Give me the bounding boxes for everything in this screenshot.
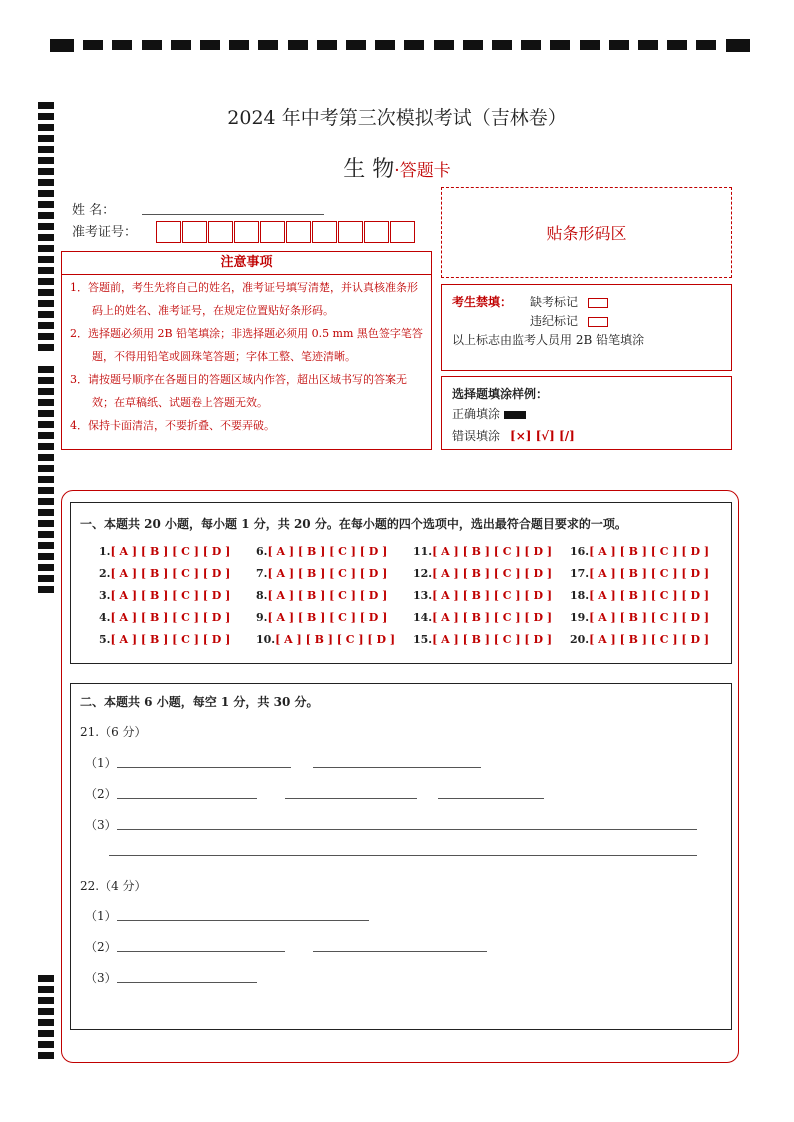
fill-example-heading: 选择题填涂样例： xyxy=(452,387,549,401)
section2-box xyxy=(70,683,732,1030)
wrong-fill-label: 错误填涂 xyxy=(452,429,501,443)
q21-part1-label: （1） xyxy=(85,756,117,770)
choice-item[interactable]: 9.[ A ] [ B ] [ C ] [ D ] xyxy=(256,611,388,624)
notice-item: 2．选择题必须用 2B 铅笔填涂；非选择题必须用 0.5 mm 黑色签字笔答题，不得用铅笔或圆珠笔答题；字体工整、笔迹清晰。 xyxy=(70,327,423,363)
question-21-label: 21.（6 分） xyxy=(80,725,147,739)
choice-grid xyxy=(99,545,727,646)
q21-part2-blank[interactable] xyxy=(117,798,257,799)
q22-part3-label: （3） xyxy=(85,971,117,985)
choice-item[interactable]: 18.[ A ] [ B ] [ C ] [ D ] xyxy=(570,589,710,602)
q21-part2-blank[interactable] xyxy=(438,798,544,799)
notice-item: 1．答题前，考生先将自己的姓名，准考证号填写清楚，并认真核准条形码上的姓名、准考证号，在规定位置贴好条形码。 xyxy=(70,281,418,317)
name-field[interactable] xyxy=(142,214,324,215)
subject-suffix: ·答题卡 xyxy=(394,161,451,181)
violation-mark-row xyxy=(530,312,608,329)
q21-part3-label: （3） xyxy=(85,818,117,832)
q22-part1-label: （1） xyxy=(85,909,117,923)
q22-part2-label: （2） xyxy=(85,940,117,954)
choice-item[interactable]: 19.[ A ] [ B ] [ C ] [ D ] xyxy=(570,611,710,624)
correct-fill-label: 正确填涂 xyxy=(452,407,501,421)
notice-item: 3．请按题号顺序在各题目的答题区域内作答，超出区域书写的答案无效；在草稿纸、试题卷上答题无效。 xyxy=(70,373,407,409)
q21-part2-label: （2） xyxy=(85,787,117,801)
q22-part2-blank[interactable] xyxy=(313,951,487,952)
absent-mark-row xyxy=(530,293,608,310)
choice-item[interactable]: 4.[ A ] [ B ] [ C ] [ D ] xyxy=(99,611,231,624)
wrong-fill-marks: [×] [√] [/] xyxy=(510,429,575,443)
section1-box xyxy=(70,502,732,664)
choice-item[interactable]: 7.[ A ] [ B ] [ C ] [ D ] xyxy=(256,567,388,580)
q22-part1-blank[interactable] xyxy=(117,920,369,921)
correct-fill-sample xyxy=(504,411,526,419)
section2-heading: 二、本题共 6 小题，每空 1 分，共 30 分。 xyxy=(80,695,319,709)
exam-title: 2024 年中考第三次模拟考试（吉林卷） xyxy=(227,107,567,129)
notice-heading: 注意事项 xyxy=(62,252,431,275)
wrong-fill-row xyxy=(452,427,575,444)
q21-part2-blank[interactable] xyxy=(285,798,417,799)
subject-title xyxy=(0,152,794,183)
left-timing-marks-top xyxy=(38,102,54,355)
barcode-area xyxy=(441,187,732,278)
q21-part1-blank[interactable] xyxy=(313,767,481,768)
id-number-cells[interactable] xyxy=(156,221,416,243)
choice-item[interactable]: 6.[ A ] [ B ] [ C ] [ D ] xyxy=(256,545,388,558)
q21-part3-blank[interactable] xyxy=(117,829,697,830)
barcode-area-label: 贴条形码区 xyxy=(546,224,627,243)
choice-item[interactable]: 3.[ A ] [ B ] [ C ] [ D ] xyxy=(99,589,231,602)
choice-item[interactable]: 5.[ A ] [ B ] [ C ] [ D ] xyxy=(99,633,231,646)
choice-item[interactable]: 11.[ A ] [ B ] [ C ] [ D ] xyxy=(413,545,553,558)
notice-box xyxy=(61,251,432,450)
choice-item[interactable]: 10.[ A ] [ B ] [ C ] [ D ] xyxy=(256,633,396,646)
q21-part3-blank[interactable] xyxy=(109,855,697,856)
q21-part1-blank[interactable] xyxy=(117,767,291,768)
question-22-label: 22.（4 分） xyxy=(80,879,147,893)
name-label: 姓 名： xyxy=(72,203,116,218)
absent-mark-box[interactable] xyxy=(588,298,608,308)
choice-item[interactable]: 15.[ A ] [ B ] [ C ] [ D ] xyxy=(413,633,553,646)
correct-fill-row xyxy=(452,405,526,422)
choice-item[interactable]: 8.[ A ] [ B ] [ C ] [ D ] xyxy=(256,589,388,602)
choice-item[interactable]: 16.[ A ] [ B ] [ C ] [ D ] xyxy=(570,545,710,558)
prohibit-label: 考生禁填： xyxy=(452,295,513,309)
choice-item[interactable]: 2.[ A ] [ B ] [ C ] [ D ] xyxy=(99,567,231,580)
choice-item[interactable]: 1.[ A ] [ B ] [ C ] [ D ] xyxy=(99,545,231,558)
absent-mark-label: 缺考标记 xyxy=(530,295,579,309)
id-label: 准考证号： xyxy=(72,225,138,240)
subject-name: 生 物 xyxy=(343,157,395,182)
choice-item[interactable]: 12.[ A ] [ B ] [ C ] [ D ] xyxy=(413,567,553,580)
choice-item[interactable]: 17.[ A ] [ B ] [ C ] [ D ] xyxy=(570,567,710,580)
section1-heading: 一、本题共 20 小题，每小题 1 分，共 20 分。在每小题的四个选项中，选出最符合题目要求的一项。 xyxy=(80,517,627,531)
fill-example-box xyxy=(441,376,732,450)
choice-item[interactable]: 20.[ A ] [ B ] [ C ] [ D ] xyxy=(570,633,710,646)
violation-mark-label: 违纪标记 xyxy=(530,314,579,328)
left-timing-marks-middle xyxy=(38,366,54,597)
top-timing-marks xyxy=(50,38,750,52)
q22-part3-blank[interactable] xyxy=(117,982,257,983)
notice-item: 4．保持卡面清洁，不要折叠、不要弄破。 xyxy=(70,419,275,432)
violation-mark-box[interactable] xyxy=(588,317,608,327)
prohibit-box xyxy=(441,284,732,371)
choice-item[interactable]: 14.[ A ] [ B ] [ C ] [ D ] xyxy=(413,611,553,624)
left-timing-marks-bottom xyxy=(38,975,54,1063)
choice-item[interactable]: 13.[ A ] [ B ] [ C ] [ D ] xyxy=(413,589,553,602)
q22-part2-blank[interactable] xyxy=(117,951,285,952)
prohibit-note: 以上标志由监考人员用 2B 铅笔填涂 xyxy=(452,333,645,347)
